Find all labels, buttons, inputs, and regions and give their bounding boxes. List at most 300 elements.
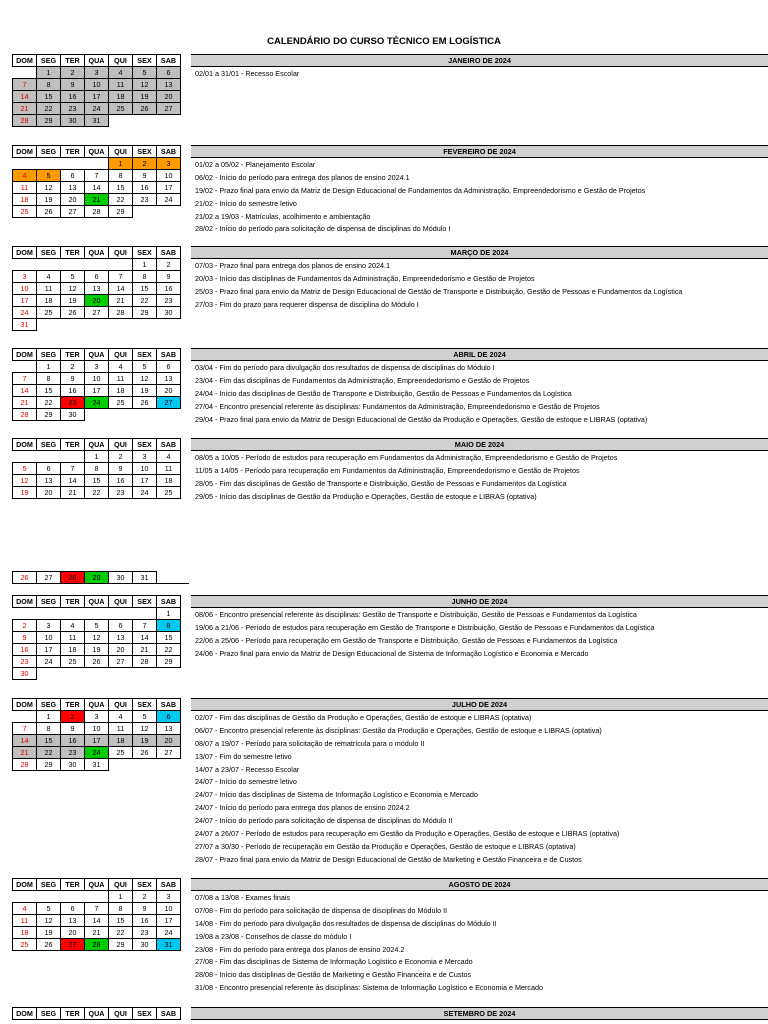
day-cell: 30	[13, 668, 37, 680]
event-item: 29/05 - Início das disciplinas de Gestão da Produção e Operações, Gestão de estoque e LIBRAS (optativa)	[195, 491, 537, 501]
empty-day-cell	[61, 451, 85, 463]
week-row	[13, 103, 181, 115]
weekday-header: SAB	[157, 596, 181, 608]
day-cell: 30	[133, 939, 157, 951]
events-list	[195, 68, 768, 81]
day-cell: 8	[85, 463, 109, 475]
week-row	[13, 307, 181, 319]
weekday-header: TER	[61, 699, 85, 711]
day-cell: 22	[85, 487, 109, 499]
event-item: 23/04 - Fim das disciplinas de Fundamentos da Administração, Empreendedorismo e Gestão de Projetos	[195, 375, 530, 385]
day-cell: 4	[13, 903, 37, 915]
day-cell: 9	[109, 463, 133, 475]
week-row	[13, 283, 181, 295]
day-cell: 11	[109, 373, 133, 385]
day-cell: 18	[157, 475, 181, 487]
weekday-header: QUI	[109, 699, 133, 711]
weekday-header: DOM	[13, 1008, 37, 1020]
empty-day-cell	[85, 668, 109, 680]
week-row	[13, 91, 181, 103]
day-cell: 21	[13, 397, 37, 409]
day-cell: 3	[37, 620, 61, 632]
day-cell: 22	[133, 295, 157, 307]
day-cell: 1	[109, 158, 133, 170]
day-cell: 9	[157, 271, 181, 283]
day-cell: 6	[109, 620, 133, 632]
event-item: 22/06 a 25/06 - Período para recuperação em Gestão de Transporte e Distribuição, Gestão de Pessoas e Fundamentos da Logística	[195, 635, 618, 645]
month-grid	[12, 1007, 181, 1020]
day-cell: 22	[37, 103, 61, 115]
day-cell: 21	[85, 927, 109, 939]
day-cell: 1	[109, 891, 133, 903]
event-item: 07/03 - Prazo final para entrega dos planos de ensino 2024.1	[195, 261, 390, 270]
empty-day-cell	[13, 711, 37, 723]
day-cell: 25	[109, 103, 133, 115]
day-cell: 15	[157, 632, 181, 644]
weekday-header: SEG	[37, 596, 61, 608]
event-item: 13/07 - Fim do semestre letivo	[195, 751, 292, 761]
day-cell: 15	[85, 475, 109, 487]
day-cell: 13	[109, 632, 133, 644]
weekday-header: TER	[61, 146, 85, 158]
weekday-header: SEX	[133, 247, 157, 259]
empty-day-cell	[13, 67, 37, 79]
day-cell: 17	[85, 735, 109, 747]
day-cell: 18	[109, 91, 133, 103]
weekday-header: SAB	[157, 55, 181, 67]
event-item: 27/04 - Encontro presencial referente às disciplinas: Fundamentos da Administração, Empreendedorismo e Gestão de Projetos	[195, 401, 600, 411]
day-cell: 21	[109, 295, 133, 307]
day-cell: 27	[61, 939, 85, 951]
empty-day-cell	[109, 259, 133, 271]
events-list	[195, 712, 768, 867]
day-cell: 26	[37, 206, 61, 218]
day-cell: 24	[85, 747, 109, 759]
day-cell: 25	[61, 656, 85, 668]
month-heading: JANEIRO DE 2024	[191, 54, 768, 67]
day-cell: 9	[61, 79, 85, 91]
day-cell: 16	[133, 915, 157, 927]
day-cell: 20	[157, 91, 181, 103]
day-cell: 12	[37, 182, 61, 194]
day-cell: 11	[109, 723, 133, 735]
day-cell: 2	[61, 67, 85, 79]
day-cell: 10	[13, 283, 37, 295]
day-cell: 28	[109, 307, 133, 319]
empty-day-cell	[85, 319, 109, 331]
month-heading: JULHO DE 2024	[191, 698, 768, 711]
week-row	[13, 723, 181, 735]
day-cell: 31	[157, 939, 181, 951]
empty-day-cell	[37, 891, 61, 903]
day-cell: 13	[61, 915, 85, 927]
day-cell: 9	[133, 903, 157, 915]
day-cell: 17	[157, 182, 181, 194]
weekday-header: SEG	[37, 439, 61, 451]
day-cell: 25	[157, 487, 181, 499]
day-cell: 9	[13, 632, 37, 644]
day-cell: 28	[13, 759, 37, 771]
day-cell: 13	[157, 723, 181, 735]
day-cell: 30	[61, 115, 85, 127]
day-cell: 9	[133, 170, 157, 182]
day-cell: 3	[85, 361, 109, 373]
day-cell: 27	[37, 572, 61, 584]
week-row	[13, 632, 181, 644]
weekday-header: SEG	[37, 247, 61, 259]
day-cell: 12	[13, 475, 37, 487]
day-cell: 22	[109, 194, 133, 206]
empty-day-cell	[13, 891, 37, 903]
event-item: 28/02 - Início do período para solicitação de dispensa de disciplinas do Módulo I	[195, 224, 451, 234]
week-row	[13, 67, 181, 79]
weekday-header: SEG	[37, 879, 61, 891]
event-item: 11/05 a 14/05 - Período para recuperação em Fundamentos da Administração, Empreendedorismo e Gestão de Projetos	[195, 465, 580, 475]
day-cell: 2	[13, 620, 37, 632]
event-item: 24/04 - Início das disciplinas de Gestão de Transporte e Distribuição, Gestão de Pessoas e Fundamentos da Logística	[195, 388, 572, 398]
month-heading: JUNHO DE 2024	[191, 595, 768, 608]
day-cell: 7	[61, 463, 85, 475]
day-cell: 21	[85, 194, 109, 206]
event-item: 21/02 a 19/03 - Matrículas, acolhimento e ambientação	[195, 211, 371, 221]
day-cell: 28	[85, 939, 109, 951]
empty-day-cell	[133, 668, 157, 680]
day-cell: 10	[157, 170, 181, 182]
event-item: 19/02 - Prazo final para envio da Matriz de Design Educacional de Fundamentos da Administração, Empreendedorismo e Gestão de Projetos	[195, 185, 646, 195]
weekday-header: QUA	[85, 349, 109, 361]
day-cell: 16	[61, 735, 85, 747]
empty-day-cell	[85, 891, 109, 903]
empty-day-cell	[13, 158, 37, 170]
day-cell: 30	[109, 572, 133, 584]
event-item: 02/01 a 31/01 - Recesso Escolar	[195, 69, 300, 78]
weekday-header: SEG	[37, 146, 61, 158]
empty-day-cell	[157, 572, 181, 584]
week-row	[13, 668, 181, 680]
week-row	[13, 115, 181, 127]
event-item: 03/04 - Fim do período para divulgação dos resultados de dispensa de disciplinas do Módulo I	[195, 363, 495, 372]
day-cell: 21	[13, 747, 37, 759]
day-cell: 12	[133, 79, 157, 91]
empty-day-cell	[37, 608, 61, 620]
day-cell: 23	[61, 103, 85, 115]
empty-day-cell	[37, 451, 61, 463]
day-cell: 11	[109, 79, 133, 91]
weekday-header: TER	[61, 247, 85, 259]
day-cell: 22	[37, 397, 61, 409]
day-cell: 27	[157, 103, 181, 115]
day-cell: 27	[85, 307, 109, 319]
day-cell: 8	[109, 903, 133, 915]
week-row	[13, 475, 181, 487]
day-cell: 19	[37, 194, 61, 206]
event-item: 14/07 a 23/07 - Recesso Escolar	[195, 764, 300, 774]
weekday-header: QUA	[85, 699, 109, 711]
event-item: 08/07 a 19/07 - Período para solicitação de rematrícula para o módulo II	[195, 738, 425, 748]
events-list	[195, 452, 768, 504]
weekday-header: TER	[61, 879, 85, 891]
week-row	[13, 409, 181, 421]
week-row	[13, 747, 181, 759]
month-grid	[12, 595, 181, 680]
week-row	[13, 644, 181, 656]
empty-day-cell	[133, 319, 157, 331]
weekday-header: DOM	[13, 699, 37, 711]
events-list	[195, 609, 768, 661]
day-cell: 10	[133, 463, 157, 475]
weekday-header: TER	[61, 439, 85, 451]
weekday-header: SEX	[133, 1008, 157, 1020]
event-item: 28/05 - Fim das disciplinas de Gestão de Transporte e Distribuição, Gestão de Pessoas e Fundamentos da Logística	[195, 478, 567, 488]
day-cell: 5	[133, 711, 157, 723]
month-grid	[12, 878, 181, 951]
week-row	[13, 182, 181, 194]
day-cell: 11	[157, 463, 181, 475]
week-row	[13, 620, 181, 632]
weekday-header: TER	[61, 1008, 85, 1020]
weekday-header: SEX	[133, 439, 157, 451]
day-cell: 14	[61, 475, 85, 487]
week-row	[13, 463, 181, 475]
week-row	[13, 891, 181, 903]
day-cell: 21	[133, 644, 157, 656]
day-cell: 7	[85, 170, 109, 182]
day-cell: 5	[37, 903, 61, 915]
day-cell: 13	[37, 475, 61, 487]
empty-day-cell	[13, 451, 37, 463]
weekday-header: SAB	[157, 1008, 181, 1020]
day-cell: 24	[157, 194, 181, 206]
day-cell: 15	[37, 735, 61, 747]
event-item: 27/08 - Fim das disciplinas de Sistema de Informação Logístico e Economia e Mercado	[195, 957, 473, 967]
week-row	[13, 271, 181, 283]
day-cell: 24	[157, 927, 181, 939]
day-cell: 8	[37, 723, 61, 735]
weekday-header: DOM	[13, 439, 37, 451]
day-cell: 1	[133, 259, 157, 271]
day-cell: 27	[109, 656, 133, 668]
day-cell: 27	[61, 206, 85, 218]
day-cell: 19	[133, 735, 157, 747]
day-cell: 14	[13, 735, 37, 747]
week-row	[13, 373, 181, 385]
week-row	[13, 927, 181, 939]
day-cell: 23	[133, 927, 157, 939]
empty-day-cell	[61, 259, 85, 271]
event-item: 07/08 - Fim do período para solicitação de dispensa de disciplinas do Módulo II	[195, 905, 448, 915]
day-cell: 1	[85, 451, 109, 463]
week-row	[13, 487, 181, 499]
day-cell: 31	[85, 759, 109, 771]
weekday-header: SAB	[157, 439, 181, 451]
day-cell: 18	[13, 194, 37, 206]
day-cell: 20	[109, 644, 133, 656]
weekday-header: TER	[61, 55, 85, 67]
day-cell: 11	[37, 283, 61, 295]
day-cell: 6	[157, 711, 181, 723]
day-cell: 17	[85, 385, 109, 397]
day-cell: 22	[37, 747, 61, 759]
day-cell: 8	[109, 170, 133, 182]
empty-day-cell	[85, 608, 109, 620]
day-cell: 16	[157, 283, 181, 295]
day-cell: 20	[37, 487, 61, 499]
month-grid	[12, 438, 181, 499]
event-item: 21/02 - Início do semestre letivo	[195, 198, 297, 208]
day-cell: 3	[157, 891, 181, 903]
day-cell: 19	[133, 385, 157, 397]
day-cell: 31	[13, 319, 37, 331]
empty-day-cell	[133, 759, 157, 771]
event-item: 02/07 - Fim das disciplinas de Gestão da Produção e Operações, Gestão de estoque e LIBRAS (optativa)	[195, 713, 532, 722]
day-cell: 4	[13, 170, 37, 182]
empty-day-cell	[37, 259, 61, 271]
day-cell: 28	[133, 656, 157, 668]
weekday-header: QUA	[85, 247, 109, 259]
day-cell: 2	[109, 451, 133, 463]
day-cell: 26	[133, 747, 157, 759]
day-cell: 14	[133, 632, 157, 644]
day-cell: 10	[37, 632, 61, 644]
day-cell: 16	[133, 182, 157, 194]
empty-day-cell	[85, 259, 109, 271]
day-cell: 28	[61, 572, 85, 584]
day-cell: 10	[85, 723, 109, 735]
weekday-header: QUI	[109, 596, 133, 608]
day-cell: 6	[157, 67, 181, 79]
day-cell: 6	[157, 361, 181, 373]
event-item: 19/08 a 23/08 - Conselhos de classe do módulo I	[195, 931, 352, 941]
month-grid	[12, 145, 181, 218]
weekday-header: SEG	[37, 55, 61, 67]
weekday-header: DOM	[13, 55, 37, 67]
weekday-header: SEX	[133, 879, 157, 891]
empty-day-cell	[13, 361, 37, 373]
week-row	[13, 572, 181, 584]
day-cell: 16	[61, 91, 85, 103]
day-cell: 12	[133, 723, 157, 735]
day-cell: 2	[133, 158, 157, 170]
month-heading: MAIO DE 2024	[191, 438, 768, 451]
day-cell: 24	[85, 103, 109, 115]
events-list	[195, 892, 768, 995]
day-cell: 10	[85, 79, 109, 91]
day-cell: 29	[37, 409, 61, 421]
day-cell: 1	[37, 711, 61, 723]
week-row	[13, 385, 181, 397]
day-cell: 14	[85, 915, 109, 927]
weekday-header: QUI	[109, 247, 133, 259]
day-cell: 4	[157, 451, 181, 463]
empty-day-cell	[157, 319, 181, 331]
day-cell: 23	[13, 656, 37, 668]
day-cell: 18	[13, 927, 37, 939]
week-row	[13, 319, 181, 331]
day-cell: 31	[85, 115, 109, 127]
day-cell: 4	[37, 271, 61, 283]
day-cell: 24	[133, 487, 157, 499]
day-cell: 13	[157, 373, 181, 385]
day-cell: 2	[61, 361, 85, 373]
weekday-header: SAB	[157, 146, 181, 158]
day-cell: 27	[157, 397, 181, 409]
month-heading: FEVEREIRO DE 2024	[191, 145, 768, 158]
empty-day-cell	[157, 759, 181, 771]
weekday-header: QUI	[109, 439, 133, 451]
day-cell: 18	[109, 735, 133, 747]
day-cell: 5	[133, 361, 157, 373]
weekday-header: QUI	[109, 55, 133, 67]
weekday-header: SEX	[133, 699, 157, 711]
weekday-header: SEX	[133, 146, 157, 158]
day-cell: 2	[61, 711, 85, 723]
empty-day-cell	[133, 409, 157, 421]
page-title: CALENDÁRIO DO CURSO TÉCNICO EM LOGÍSTICA	[267, 36, 501, 47]
day-cell: 15	[109, 915, 133, 927]
week-row	[13, 295, 181, 307]
empty-day-cell	[37, 319, 61, 331]
event-item: 06/07 - Encontro presencial referente às disciplinas: Gestão da Produção e Operações, Gestão de estoque e LIBRAS (optativa)	[195, 725, 602, 735]
weekday-header: QUI	[109, 1008, 133, 1020]
week-row	[13, 259, 181, 271]
event-item: 19/06 a 21/06 - Período de estudos para recuperação em Gestão de Transporte e Distribuição, Gestão de Pessoas e Fundamentos da Logística	[195, 622, 655, 632]
day-cell: 19	[37, 927, 61, 939]
weekday-header: QUA	[85, 146, 109, 158]
day-cell: 26	[13, 572, 37, 584]
week-row	[13, 206, 181, 218]
day-cell: 16	[13, 644, 37, 656]
day-cell: 13	[61, 182, 85, 194]
day-cell: 5	[37, 170, 61, 182]
day-cell: 19	[61, 295, 85, 307]
day-cell: 26	[133, 103, 157, 115]
event-item: 23/08 - Fim do período para entrega dos planos de ensino 2024.2	[195, 944, 405, 954]
event-item: 20/03 - Início das disciplinas de Fundamentos da Administração, Empreendedorismo e Gestão de Projetos	[195, 273, 535, 283]
day-cell: 19	[133, 91, 157, 103]
day-cell: 30	[157, 307, 181, 319]
day-cell: 11	[13, 182, 37, 194]
event-item: 24/07 - Início do semestre letivo	[195, 777, 297, 787]
day-cell: 6	[37, 463, 61, 475]
day-cell: 16	[109, 475, 133, 487]
weekday-header: TER	[61, 349, 85, 361]
empty-day-cell	[109, 115, 133, 127]
day-cell: 26	[37, 939, 61, 951]
day-cell: 29	[109, 939, 133, 951]
weekday-header: QUA	[85, 439, 109, 451]
day-cell: 8	[157, 620, 181, 632]
weekday-header: QUA	[85, 879, 109, 891]
event-item: 27/07 a 30/30 - Período de recuperação em Gestão da Produção e Operações, Gestão de estoque e LIBRAS (optativa)	[195, 841, 576, 851]
weekday-header: SEX	[133, 55, 157, 67]
day-cell: 4	[109, 361, 133, 373]
empty-day-cell	[61, 319, 85, 331]
day-cell: 20	[85, 295, 109, 307]
day-cell: 9	[61, 373, 85, 385]
weekday-header: DOM	[13, 879, 37, 891]
week-row	[13, 397, 181, 409]
empty-day-cell	[13, 608, 37, 620]
day-cell: 17	[157, 915, 181, 927]
week-row	[13, 158, 181, 170]
day-cell: 17	[37, 644, 61, 656]
day-cell: 6	[61, 170, 85, 182]
weekday-header: SEX	[133, 596, 157, 608]
empty-day-cell	[61, 668, 85, 680]
day-cell: 28	[13, 409, 37, 421]
day-cell: 25	[37, 307, 61, 319]
day-cell: 24	[13, 307, 37, 319]
